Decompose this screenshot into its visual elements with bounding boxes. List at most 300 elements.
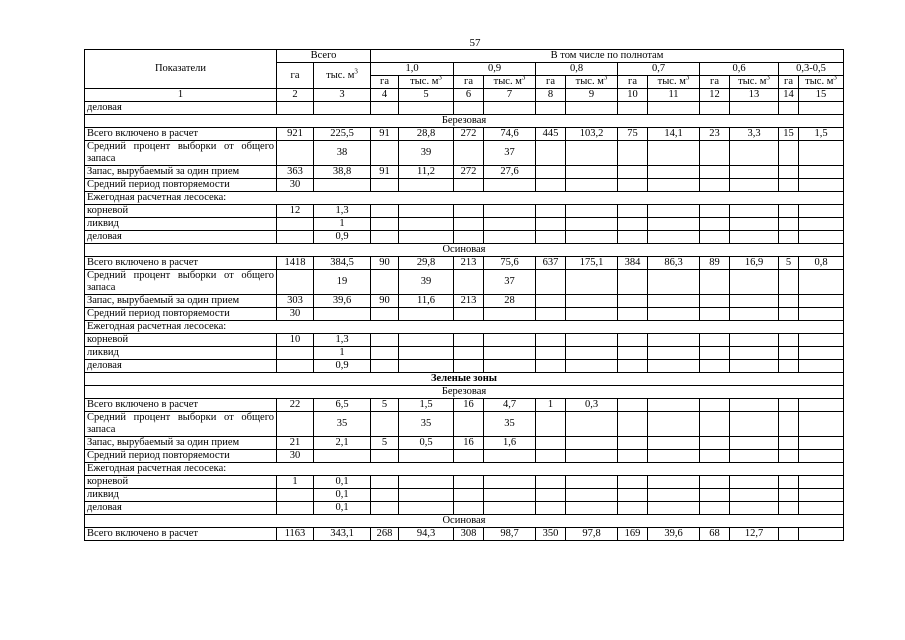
table-cell [648,502,700,515]
header-volume-unit: тыс. м [410,76,439,87]
row-label: Средний процент выборки от общего запаса [85,270,277,295]
table-cell [536,270,566,295]
table-cell [799,476,844,489]
table-cell [779,412,799,437]
table-cell [618,334,648,347]
table-cell [454,450,484,463]
table-row [85,476,844,489]
table-cell: 14,1 [648,128,700,141]
table-row [85,334,844,347]
table-cell [484,308,536,321]
table-cell: 225,5 [314,128,371,141]
table-cell [371,102,399,115]
table-cell [399,334,454,347]
table-cell: 445 [536,128,566,141]
table-cell [648,231,700,244]
table-cell [618,450,648,463]
table-cell [700,476,730,489]
row-label: корневой [85,476,277,489]
table-cell [277,141,314,166]
table-cell [454,205,484,218]
table-cell: 91 [371,128,399,141]
header-volume [399,76,454,89]
header-volume-unit: тыс. м [738,76,767,87]
table-cell [799,528,844,541]
table-cell [700,141,730,166]
table-cell [277,218,314,231]
table-cell: 0,9 [314,360,371,373]
table-cell [454,347,484,360]
table-cell [700,334,730,347]
table-cell: 5 [779,257,799,270]
table-cell [799,166,844,179]
table-cell [454,218,484,231]
table-cell: 29,8 [399,257,454,270]
table-cell [566,295,618,308]
table-cell: 268 [371,528,399,541]
row-label: Средний процент выборки от общего запаса [85,141,277,166]
table-cell [371,450,399,463]
table-cell: 1 [314,347,371,360]
column-number: 9 [566,89,618,102]
header-ha: га [371,76,399,89]
table-cell [779,399,799,412]
table-cell [618,437,648,450]
row-label: ликвид [85,218,277,231]
table-cell [371,141,399,166]
row-label: корневой [85,205,277,218]
table-cell: 28,8 [399,128,454,141]
table-cell [730,141,779,166]
table-cell [779,166,799,179]
table-cell: 68 [700,528,730,541]
table-cell [700,437,730,450]
table-cell [700,231,730,244]
table-cell [648,399,700,412]
table-cell: 37 [484,141,536,166]
table-cell [799,412,844,437]
table-cell [779,334,799,347]
row-label: деловая [85,231,277,244]
table-row [85,141,844,166]
header-row-1 [85,50,844,63]
table-cell: 1418 [277,257,314,270]
column-numbers-row [85,89,844,102]
table-cell [799,347,844,360]
column-number: 12 [700,89,730,102]
table-cell [371,502,399,515]
table-cell [277,502,314,515]
table-cell [779,528,799,541]
table-cell [730,360,779,373]
table-cell [648,205,700,218]
table-cell [779,450,799,463]
table-cell [700,308,730,321]
table-cell [730,334,779,347]
table-cell [566,360,618,373]
table-cell [454,179,484,192]
table-cell [566,476,618,489]
table-cell: 30 [277,450,314,463]
table-cell: 39 [399,270,454,295]
header-volume [314,63,371,89]
table-cell [618,308,648,321]
table-cell [566,502,618,515]
table-cell [779,360,799,373]
table-row [85,179,844,192]
table-cell: 90 [371,295,399,308]
table-cell [484,450,536,463]
table-cell [371,179,399,192]
table-cell: 0,1 [314,476,371,489]
table-cell [484,502,536,515]
table-cell: 272 [454,166,484,179]
table-cell [779,295,799,308]
table-cell: 3,3 [730,128,779,141]
table-cell: 11,2 [399,166,454,179]
table-cell: 175,1 [566,257,618,270]
header-ha: га [536,76,566,89]
row-label: Ежегодная расчетная лесосека: [85,321,844,334]
table-cell [371,205,399,218]
table-row [85,347,844,360]
table-cell [536,476,566,489]
table-cell [399,347,454,360]
table-cell [536,489,566,502]
table-cell [730,205,779,218]
table-cell: 16,9 [730,257,779,270]
table-cell [399,476,454,489]
section-title: Березовая [85,115,844,128]
header-volume-unit: тыс. м [326,69,355,81]
table-cell [648,489,700,502]
table-cell [566,450,618,463]
table-cell [484,102,536,115]
table-cell: 1 [314,218,371,231]
table-cell: 6,5 [314,399,371,412]
table-cell [779,437,799,450]
table-cell [566,489,618,502]
table-cell [536,166,566,179]
table-cell [399,205,454,218]
table-cell [454,141,484,166]
table-row [85,166,844,179]
table-cell [700,166,730,179]
table-cell [566,141,618,166]
table-cell [730,399,779,412]
table-row [85,463,844,476]
table-cell [730,450,779,463]
row-label: Всего включено в расчет [85,399,277,412]
column-number: 5 [399,89,454,102]
table-cell [618,231,648,244]
table-row [85,308,844,321]
table-cell: 27,6 [484,166,536,179]
table-cell [648,308,700,321]
header-density: 0,9 [454,63,536,76]
table-cell [536,334,566,347]
table-cell [399,218,454,231]
table-cell [648,450,700,463]
table-cell [484,334,536,347]
table-cell [799,489,844,502]
table-cell [371,412,399,437]
table-cell [700,270,730,295]
header-volume-sup: 3 [603,75,608,82]
table-cell: 0,9 [314,231,371,244]
table-cell [277,270,314,295]
table-cell [730,308,779,321]
table-cell [700,412,730,437]
table-cell [454,231,484,244]
table-cell [648,141,700,166]
table-cell [618,179,648,192]
table-cell [277,360,314,373]
table-row [85,450,844,463]
table-cell [399,489,454,502]
table-cell [779,179,799,192]
table-cell [779,205,799,218]
table-cell [399,450,454,463]
table-cell [371,218,399,231]
table-cell [618,141,648,166]
row-label: Средний период повторяемости [85,308,277,321]
table-cell: 94,3 [399,528,454,541]
table-cell: 5 [371,399,399,412]
table-cell [779,489,799,502]
table-cell [371,347,399,360]
table-cell [700,399,730,412]
table-cell [484,205,536,218]
table-cell [618,476,648,489]
table-cell: 37 [484,270,536,295]
table-row [85,489,844,502]
table-cell: 103,2 [566,128,618,141]
table-cell: 91 [371,166,399,179]
table-cell [779,502,799,515]
table-cell: 39,6 [648,528,700,541]
table-row [85,321,844,334]
row-label: Всего включено в расчет [85,257,277,270]
table-cell: 28 [484,295,536,308]
table-cell [454,502,484,515]
header-volume-sup: 3 [833,75,837,82]
table-cell [779,476,799,489]
table-cell: 0,1 [314,502,371,515]
header-volume [799,76,844,89]
header-density: 0,6 [700,63,779,76]
table-cell: 12 [277,205,314,218]
table-cell [618,360,648,373]
row-label: Запас, вырубаемый за один прием [85,295,277,308]
row-label: ликвид [85,347,277,360]
table-cell [536,412,566,437]
table-cell [648,334,700,347]
table-cell [371,476,399,489]
table-cell [730,270,779,295]
table-cell: 1,6 [484,437,536,450]
table-row [85,437,844,450]
table-row [85,360,844,373]
table-row [85,218,844,231]
table-cell [484,347,536,360]
table-cell [730,231,779,244]
table-cell [566,205,618,218]
table-cell [484,489,536,502]
table-cell [799,102,844,115]
header-indicators: Показатели [85,50,277,89]
header-density: 0,7 [618,63,700,76]
section-title: Осиновая [85,244,844,257]
table-row [85,502,844,515]
table-row [85,399,844,412]
header-volume-sup: 3 [521,75,526,82]
header-ha: га [779,76,799,89]
table-cell: 0,3 [566,399,618,412]
table-cell [779,218,799,231]
table-cell: 39,6 [314,295,371,308]
header-volume [648,76,700,89]
table-cell [648,295,700,308]
row-label: Ежегодная расчетная лесосека: [85,192,844,205]
table-cell: 5 [371,437,399,450]
table-cell [700,360,730,373]
table-cell [648,476,700,489]
table-row [85,115,844,128]
table-cell [799,141,844,166]
table-cell [314,102,371,115]
table-cell: 16 [454,437,484,450]
table-cell [730,489,779,502]
table-cell [779,308,799,321]
table-row [85,205,844,218]
table-cell [648,179,700,192]
table-cell [484,360,536,373]
table-cell: 15 [779,128,799,141]
table-cell [277,489,314,502]
table-cell [700,450,730,463]
table-cell: 38 [314,141,371,166]
table-cell [566,270,618,295]
table-cell: 11,6 [399,295,454,308]
table-cell [484,218,536,231]
table-cell [536,347,566,360]
header-density: 1,0 [371,63,454,76]
table-cell: 272 [454,128,484,141]
table-row [85,257,844,270]
table-cell [536,450,566,463]
table-cell: 38,8 [314,166,371,179]
table-cell [648,347,700,360]
table-cell: 213 [454,257,484,270]
table-cell [536,295,566,308]
table-cell [700,205,730,218]
table-row [85,412,844,437]
table-cell: 90 [371,257,399,270]
table-cell: 1,3 [314,334,371,347]
table-cell [779,270,799,295]
row-label: Запас, вырубаемый за один прием [85,166,277,179]
table-cell: 12,7 [730,528,779,541]
table-cell: 0,1 [314,489,371,502]
table-cell: 0,5 [399,437,454,450]
table-row [85,231,844,244]
table-cell: 75 [618,128,648,141]
table-cell [566,102,618,115]
table-cell [730,218,779,231]
table-cell [700,347,730,360]
table-cell [618,205,648,218]
table-cell [536,231,566,244]
header-ha: га [700,76,730,89]
table-cell [399,102,454,115]
table-cell [566,437,618,450]
table-row [85,192,844,205]
table-cell [779,102,799,115]
table-cell: 75,6 [484,257,536,270]
table-cell [536,360,566,373]
table-cell [277,347,314,360]
table-cell [371,231,399,244]
table-cell [648,360,700,373]
table-cell [454,308,484,321]
table-cell [454,270,484,295]
table-cell: 16 [454,399,484,412]
table-cell: 4,7 [484,399,536,412]
table-cell: 1163 [277,528,314,541]
table-cell [799,360,844,373]
header-volume-sup: 3 [766,75,770,82]
row-label: ликвид [85,489,277,502]
row-label: Средний период повторяемости [85,450,277,463]
table-cell [454,476,484,489]
header-volume-unit: тыс. м [493,76,522,87]
table-cell [536,102,566,115]
table-cell [618,489,648,502]
table-cell [648,437,700,450]
table-cell [730,476,779,489]
table-cell [700,489,730,502]
table-cell [799,308,844,321]
table-cell: 921 [277,128,314,141]
table-cell [399,502,454,515]
table-cell [454,102,484,115]
table-cell: 1 [536,399,566,412]
table-cell [618,270,648,295]
table-cell [648,102,700,115]
header-density: 0,3-0,5 [779,63,844,76]
table-cell: 30 [277,179,314,192]
table-cell: 1 [277,476,314,489]
table-cell: 86,3 [648,257,700,270]
header-volume-sup: 3 [438,75,442,82]
header-volume [566,76,618,89]
table-cell: 97,8 [566,528,618,541]
cutting-area-table [84,49,844,541]
table-cell [454,334,484,347]
header-density: 0,8 [536,63,618,76]
table-cell: 98,7 [484,528,536,541]
column-number: 3 [314,89,371,102]
column-number: 15 [799,89,844,102]
table-cell [536,205,566,218]
row-label: Ежегодная расчетная лесосека: [85,463,844,476]
row-label: Всего включено в расчет [85,528,277,541]
column-number: 6 [454,89,484,102]
table-cell [536,502,566,515]
table-cell [566,179,618,192]
header-total: Всего [277,50,371,63]
